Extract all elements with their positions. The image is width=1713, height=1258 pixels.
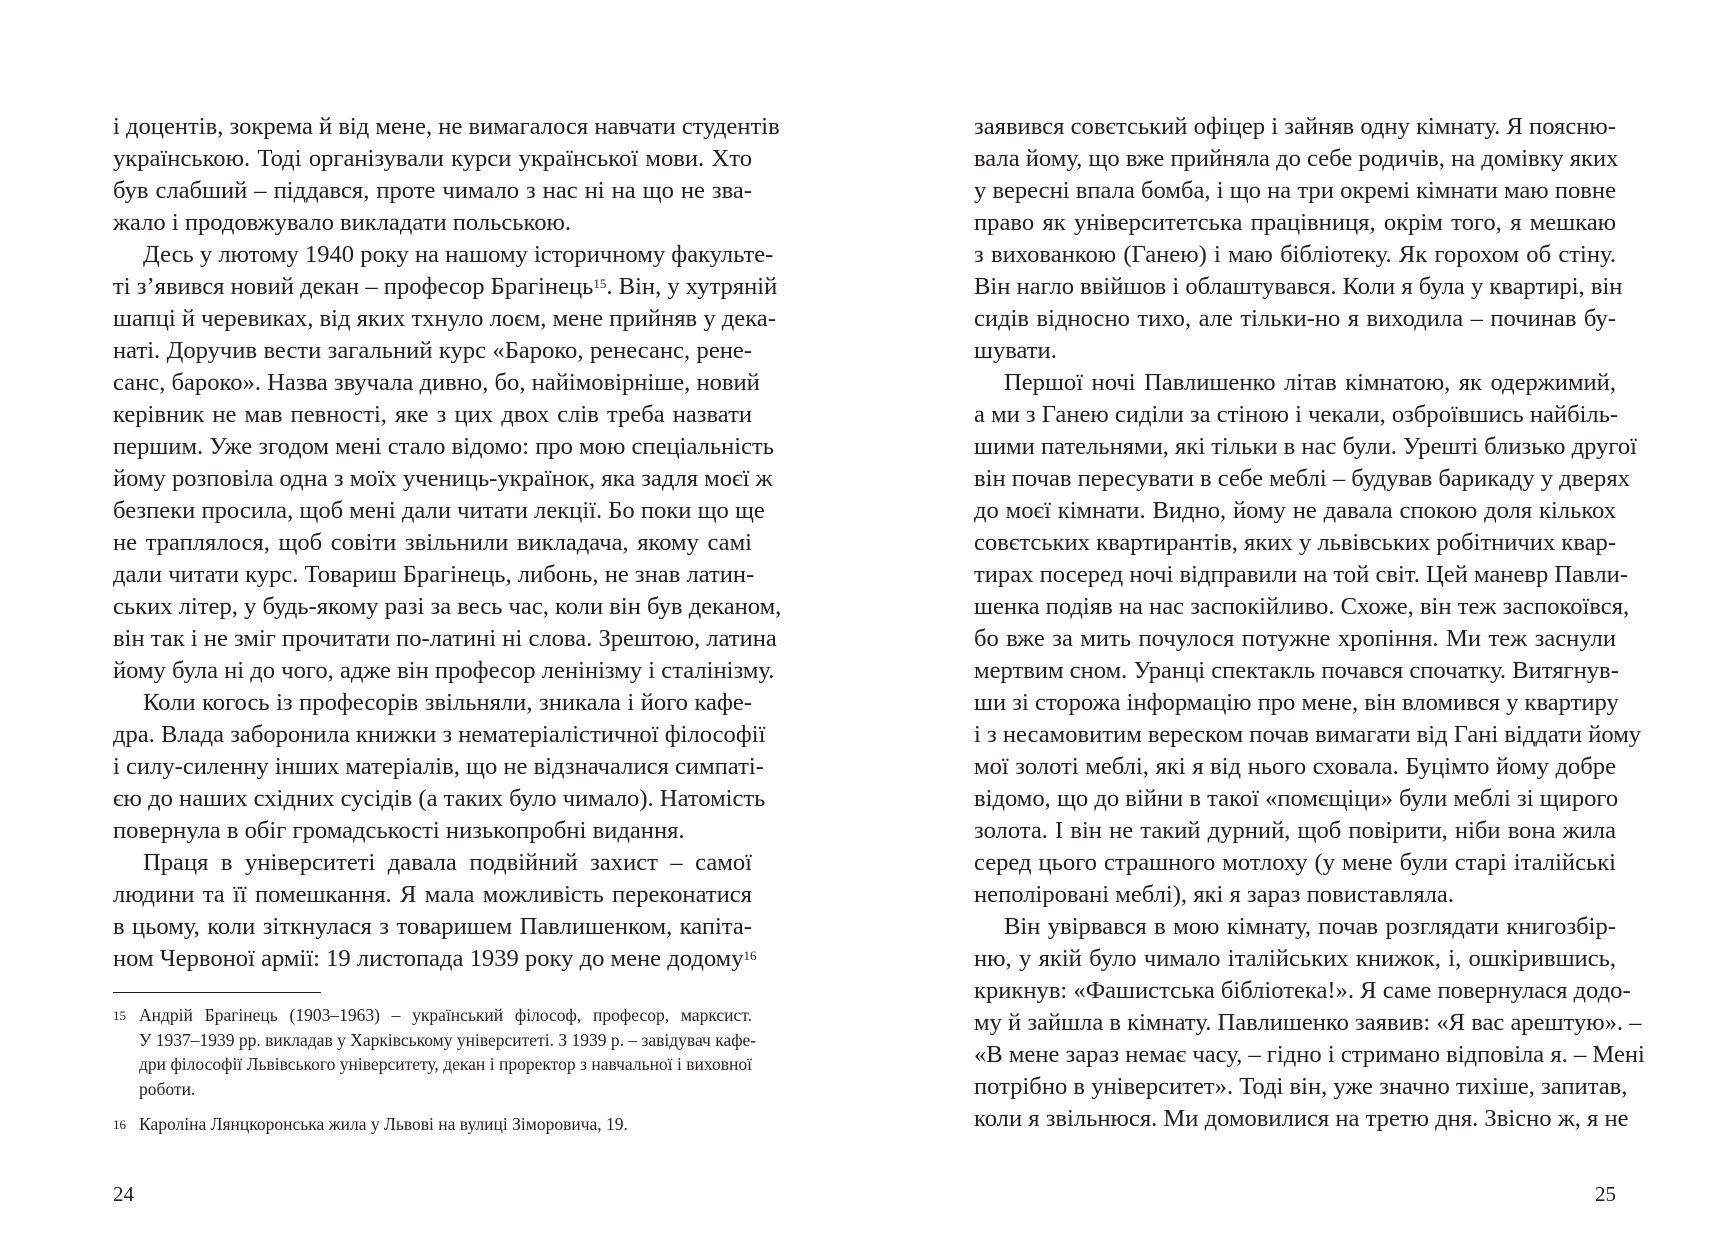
text-line: крикнув: «Фашистська бібліотека!». Я саме повернулася додо- bbox=[974, 977, 1631, 1004]
text-line: потрібно в університет». Тоді він, уже значно тихіше, запитав, bbox=[974, 1073, 1628, 1100]
text-line: дали читати курс. Товариш Брагінець, либонь, не знав латин- bbox=[113, 561, 755, 588]
right-page-body bbox=[974, 111, 1645, 1135]
text-line: відомо, що до війни в такої «помєщіци» були меблі зі щирого bbox=[974, 785, 1619, 812]
footnote-line: Андрій Брагінець (1903–1963) – український філософ, професор, марксист. bbox=[139, 1005, 752, 1025]
text-line: санс, бароко». Назва звучала дивно, бо, найімовірніше, новий bbox=[113, 369, 760, 396]
text-line: першим. Уже згодом мені стало відомо: про мою спеціальність bbox=[113, 433, 774, 460]
text-line: повернула в обіг громадськості низькопробні видання. bbox=[113, 817, 685, 844]
left-page bbox=[0, 0, 856, 1258]
left-page-body bbox=[113, 111, 782, 975]
footnote-line: У 1937–1939 рр. викладав у Харківському університеті. З 1939 р. – завідувач кафе- bbox=[139, 1029, 757, 1050]
text-line: наті. Доручив вести загальний курс «Бароко, ренесанс, ренe- bbox=[113, 337, 752, 364]
text-line: шувати. bbox=[974, 337, 1057, 364]
footnote-number: 15 bbox=[113, 1008, 126, 1023]
text-line: заявився совєтський офіцер і зайняв одну кімнату. Я поясню- bbox=[974, 113, 1616, 140]
text-line: в цьому, коли зіткнулася з товаришем Павлишенком, капіта- bbox=[113, 913, 752, 940]
text-line: шенка подіяв на нас заспокійливо. Схоже, він теж заспокоївся, bbox=[974, 593, 1630, 620]
text-line: йому розповіла одна з моїх учениць-українок, яка задля моєї ж bbox=[113, 465, 773, 492]
text-line: Десь у лютому 1940 року на нашому історичному факульте- bbox=[143, 241, 774, 268]
text-line: ню, у якій було чимало італійських книжок, і, ошкірившись, bbox=[974, 945, 1616, 972]
text-line: Він нагло ввійшов і облаштувався. Коли я була у квартирі, він bbox=[974, 273, 1623, 300]
footnote-line: роботи. bbox=[139, 1078, 196, 1099]
text-line: людини та її помешкання. Я мала можливість переконатися bbox=[113, 881, 752, 908]
paragraph bbox=[113, 111, 780, 239]
page-number: 24 bbox=[113, 1182, 134, 1206]
text-line: а ми з Ганею сиділи за стіною і чекали, озброївшись найбіль- bbox=[974, 401, 1619, 428]
text-line: Коли когось із професорів звільняли, зникала і його кафе- bbox=[143, 689, 752, 716]
text-line bbox=[113, 943, 757, 975]
text-line: совєтських квартирантів, яких у львівських робітничих квар- bbox=[974, 529, 1617, 556]
text-line: дра. Влада заборонила книжки з нематеріалістичної філософії bbox=[113, 721, 766, 748]
footnote-15 bbox=[113, 1003, 757, 1101]
paragraph bbox=[974, 111, 1623, 367]
text-line: ських літер, у будь-якому разі за весь час, коли він був деканом, bbox=[113, 593, 782, 620]
text-line: тирах посеред ночі відправили на той світ. Цей маневр Павли- bbox=[974, 561, 1629, 588]
text-segment: ном Червоної армії: 19 листопада 1939 року до мене додому bbox=[113, 945, 744, 972]
text-segment: . Він, у хутряній bbox=[606, 273, 778, 300]
text-line: і доцентів, зокрема й від мене, не вимагалося навчати студентів bbox=[113, 113, 780, 140]
paragraph bbox=[113, 687, 766, 847]
text-line: з вихованкою (Ганею) і маю бібліотеку. Як горохом об стіну. bbox=[974, 241, 1616, 268]
text-line: шапці й черевиках, від яких тхнуло лоєм, мене прийняв у дека- bbox=[113, 305, 776, 332]
text-line: право як університетська працівниця, окрім того, я мешкаю bbox=[974, 209, 1616, 236]
text-line: сидів відносно тихо, але тільки-но я виходила – починав бу- bbox=[974, 305, 1616, 332]
paragraph bbox=[113, 239, 782, 687]
text-line: українською. Тоді організували курси української мови. Хто bbox=[113, 145, 752, 172]
text-line: йому була ні до чого, адже він професор ленінізму і сталінізму. bbox=[113, 657, 775, 684]
page-number: 25 bbox=[1595, 1182, 1616, 1206]
text-line: єю до наших східних сусідів (а таких було чимало). Натомість bbox=[113, 785, 766, 812]
text-line: неполіровані меблі), які я зараз повиставляла. bbox=[974, 881, 1454, 908]
text-line: він почав пересувати в себе меблі – будував барикаду у дверях bbox=[974, 465, 1630, 492]
footnote-ref-16: 16 bbox=[743, 948, 757, 963]
text-line: ши зі сторожа інформацію про мене, він вломився у квартиру bbox=[974, 689, 1619, 716]
text-segment: ті з’явився новий декан – професор Брагінець bbox=[113, 273, 594, 300]
text-line: мертвим сном. Уранці спектакль почався спочатку. Витягнув- bbox=[974, 657, 1619, 684]
text-line bbox=[113, 271, 778, 303]
text-line: золота. І він не такий дурний, щоб повірити, ніби вона жила bbox=[974, 817, 1616, 844]
text-line: і з несамовитим вереском почав вимагати від Гані віддати йому bbox=[974, 721, 1642, 748]
text-line: Він увірвався в мою кімнату, почав розглядати книгозбір- bbox=[1004, 913, 1616, 940]
text-line: у вересні впала бомба, і що на три окремі кімнати маю повне bbox=[974, 177, 1616, 204]
paragraph bbox=[113, 847, 757, 975]
text-line: мої золоті меблі, які я від нього сховала. Буцімто йому добре bbox=[974, 753, 1616, 780]
right-page bbox=[856, 0, 1713, 1258]
footnote-divider bbox=[113, 992, 321, 993]
footnote-line: дри філософії Львівського університету, декан і проректор з навчальної і виховної bbox=[139, 1054, 752, 1074]
text-line: вала йому, що вже прийняла до себе родичів, на домівку яких bbox=[974, 145, 1619, 172]
text-line: му й зайшла в кімнату. Павлишенко заявив: «Я вас арештую». – bbox=[974, 1009, 1642, 1036]
text-line: керівник не мав певності, яке з цих двох слів треба назвати bbox=[113, 401, 752, 428]
text-line: «В мене зараз немає часу, – гідно і стримано відповіла я. – Мені bbox=[974, 1041, 1645, 1068]
text-line: не траплялося, щоб совіти звільнили викладача, якому самі bbox=[113, 529, 752, 556]
text-line: до моєї кімнати. Видно, йому не давала спокою доля кількох bbox=[974, 497, 1616, 524]
footnote-ref-15: 15 bbox=[593, 276, 607, 291]
text-line: безпеки просила, щоб мені дали читати лекції. Бо поки що ще bbox=[113, 497, 765, 524]
paragraph bbox=[974, 367, 1642, 911]
text-line: серед цього страшного мотлоху (у мене були старі італійські bbox=[974, 849, 1616, 876]
text-line: бо вже за мить почулося потужне хропіння. Ми теж заснули bbox=[974, 625, 1616, 652]
footnote-16 bbox=[113, 1112, 752, 1137]
text-line: Першої ночі Павлишенко літав кімнатою, як одержимий, bbox=[1004, 369, 1616, 396]
text-line: шими пательнями, які тільки в нас були. Урешті близько другої bbox=[974, 433, 1637, 460]
footnote-number: 16 bbox=[113, 1117, 126, 1132]
text-line: і силу-силенну інших матеріалів, що не відзначалися симпаті- bbox=[113, 753, 764, 780]
paragraph bbox=[974, 911, 1645, 1135]
footnotes bbox=[113, 1003, 757, 1148]
text-line: Праця в університеті давала подвійний захист – самої bbox=[143, 849, 752, 876]
text-line: коли я звільнюся. Ми домовилися на третю дня. Звісно ж, я не bbox=[974, 1105, 1629, 1132]
footnote-line: Кароліна Лянцкоронська жила у Львові на вулиці Зіморовича, 19. bbox=[139, 1114, 628, 1134]
text-line: був слабший – піддався, проте чимало з нас ні на що не зва- bbox=[113, 177, 752, 204]
text-line: він так і не зміг прочитати по-латині ні слова. Зрештою, латина bbox=[113, 625, 777, 652]
text-line: жало і продовжувало викладати польською. bbox=[113, 209, 572, 236]
